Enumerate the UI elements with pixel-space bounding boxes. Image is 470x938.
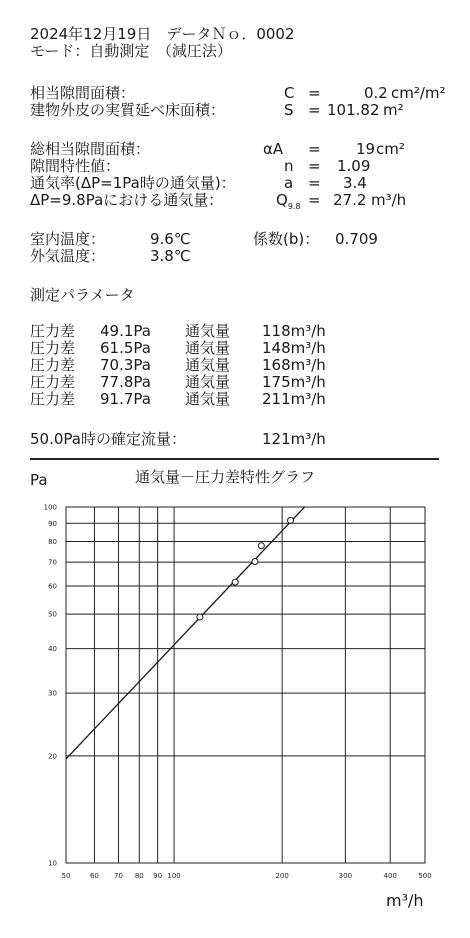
param-flow-value: 175m³/h: [262, 373, 326, 391]
x-tick-label: 90: [153, 872, 163, 880]
a-equals: =: [308, 174, 321, 192]
aa-unit: cm²: [376, 140, 405, 158]
outdoor-temp-label: 外気温度：: [30, 247, 106, 265]
x-tick-label: 500: [418, 872, 432, 880]
y-tick-label: 20: [48, 752, 57, 761]
a-symbol: a: [284, 174, 294, 192]
x-tick-label: 60: [89, 872, 99, 880]
q-value: 27.2: [333, 191, 367, 209]
confirmed-flow-value: 121m³/h: [262, 430, 326, 448]
y-tick-label: 40: [48, 645, 57, 654]
q-equals: =: [308, 191, 321, 209]
parameters-title: 測定パラメータ: [30, 286, 135, 304]
c-equals: =: [308, 84, 321, 102]
param-flow-value: 211m³/h: [262, 390, 326, 408]
x-axis-unit: m³/h: [386, 891, 424, 910]
s-symbol: S: [284, 101, 294, 119]
aa-value: 19: [356, 140, 376, 158]
data-point: [287, 517, 293, 523]
q-unit: m³/h: [371, 191, 407, 209]
total-leakage-area-label: 総相当隙間面積：: [30, 140, 151, 158]
indoor-temp-label: 室内温度：: [30, 230, 106, 248]
data-point: [232, 579, 238, 585]
param-diff-label: 圧力差: [30, 373, 76, 391]
data-point: [197, 614, 203, 620]
c-symbol: C: [284, 84, 295, 102]
leakage-characteristic-label: 隙間特性値：: [30, 157, 121, 175]
n-symbol: n: [284, 157, 294, 175]
param-flow-value: 168m³/h: [262, 356, 326, 374]
equivalent-leakage-area-label: 相当隙間面積：: [30, 84, 136, 102]
n-value: 1.09: [337, 157, 371, 175]
param-flow-label: 通気量: [185, 373, 231, 391]
y-tick-label: 80: [48, 537, 57, 546]
param-flow-label: 通気量: [185, 390, 231, 408]
aa-equals: =: [308, 140, 321, 158]
c-unit: cm²/m²: [391, 84, 446, 102]
y-tick-label: 50: [48, 610, 57, 619]
flow-at-9-8pa-label: ΔP=9.8Paにおける通気量：: [30, 191, 224, 209]
y-tick-label: 100: [43, 503, 57, 512]
indoor-temp-value: 9.6℃: [150, 230, 191, 248]
param-diff-label: 圧力差: [30, 356, 76, 374]
y-tick-label: 60: [48, 582, 57, 591]
param-diff-label: 圧力差: [30, 339, 76, 357]
x-tick-label: 100: [167, 872, 181, 880]
aa-symbol: αA: [263, 140, 284, 158]
data-point: [252, 558, 258, 564]
param-pressure-value: 77.8Pa: [100, 373, 151, 391]
param-pressure-value: 49.1Pa: [100, 322, 151, 340]
y-tick-label: 10: [48, 859, 57, 868]
y-tick-label: 30: [48, 689, 57, 698]
q-subscript: 9.8: [287, 202, 301, 211]
outdoor-temp-value: 3.8℃: [150, 247, 191, 265]
mode-line: モード：自動測定 （減圧法）: [30, 42, 232, 60]
section-divider: [30, 458, 439, 460]
data-point: [258, 543, 264, 549]
s-value: 101.82: [327, 101, 380, 119]
param-pressure-value: 91.7Pa: [100, 390, 151, 408]
coefficient-label: 係数(b)：: [253, 230, 320, 248]
plot-frame: [66, 507, 425, 863]
param-pressure-value: 61.5Pa: [100, 339, 151, 357]
x-tick-label: 400: [383, 872, 397, 880]
fit-line: [66, 507, 305, 759]
s-unit: m²: [383, 101, 404, 119]
param-flow-value: 148m³/h: [262, 339, 326, 357]
n-equals: =: [308, 157, 321, 175]
coefficient-value: 0.709: [335, 230, 378, 248]
param-pressure-value: 70.3Pa: [100, 356, 151, 374]
x-tick-label: 200: [275, 872, 289, 880]
confirmed-flow-label: 50.0Pa時の確定流量：: [30, 430, 186, 448]
floor-area-label: 建物外皮の実質延べ床面積：: [30, 101, 226, 119]
y-tick-label: 70: [48, 558, 57, 567]
q-symbol: $Q_{9.8}$: [276, 191, 301, 211]
x-tick-label: 50: [61, 872, 71, 880]
param-diff-label: 圧力差: [30, 390, 76, 408]
c-value: 0.2: [364, 84, 388, 102]
air-permeability-label: 通気率(ΔP=1Pa時の通気量)：: [30, 174, 236, 192]
a-value: 3.4: [343, 174, 367, 192]
param-flow-value: 118m³/h: [262, 322, 326, 340]
param-flow-label: 通気量: [185, 356, 231, 374]
date-number-line: 2024年12月19日 データＮｏ．0002: [30, 25, 295, 43]
chart-title: 通気量－圧力差特性グラフ: [135, 468, 316, 486]
x-tick-label: 70: [113, 872, 123, 880]
param-flow-label: 通気量: [185, 339, 231, 357]
x-tick-label: 80: [134, 872, 144, 880]
x-tick-label: 300: [338, 872, 353, 880]
param-flow-label: 通気量: [185, 322, 231, 340]
y-tick-label: 90: [48, 519, 57, 528]
param-diff-label: 圧力差: [30, 322, 76, 340]
y-axis-unit: Pa: [30, 471, 48, 489]
s-equals: =: [308, 101, 321, 119]
